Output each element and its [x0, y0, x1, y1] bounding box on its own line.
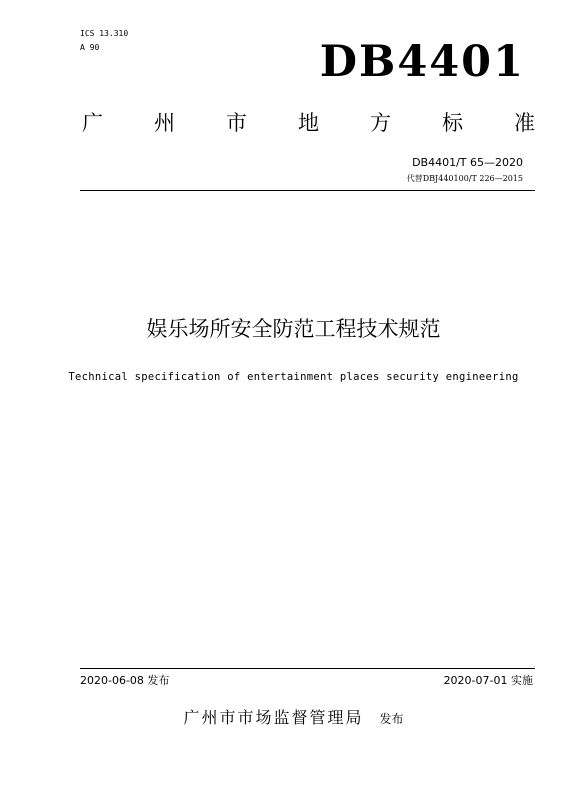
issue-date: 2020-06-08 发布 — [80, 674, 170, 687]
standard-type-char: 准 — [514, 111, 535, 135]
ics-code: ICS 13.310 — [80, 29, 129, 38]
issuing-authority: 广州市市场监督管理局 — [183, 708, 364, 727]
replaces-note: 代替DBJ440100/T 226—2015 — [406, 174, 523, 183]
standard-type-char: 市 — [226, 111, 247, 135]
standard-type-char: 方 — [370, 111, 391, 135]
ccs-code: A 90 — [80, 43, 100, 52]
issuer-line — [0, 707, 587, 730]
standard-type — [82, 108, 535, 138]
standard-number: DB4401/T 65—2020 — [412, 156, 523, 169]
top-divider — [80, 190, 535, 191]
bottom-divider — [80, 668, 535, 669]
document-title-en: Technical specification of entertainment places security engineering — [68, 371, 519, 383]
standard-type-char: 州 — [154, 111, 175, 135]
standard-type-char: 标 — [442, 111, 463, 135]
standard-code: DB4401 — [319, 37, 525, 87]
document-title-zh: 娱乐场所安全防范工程技术规范 — [146, 317, 441, 341]
standard-type-char: 地 — [298, 111, 319, 135]
standard-type-char: 广 — [82, 111, 103, 135]
implementation-date: 2020-07-01 实施 — [443, 674, 533, 687]
issue-word: 发布 — [379, 712, 404, 726]
